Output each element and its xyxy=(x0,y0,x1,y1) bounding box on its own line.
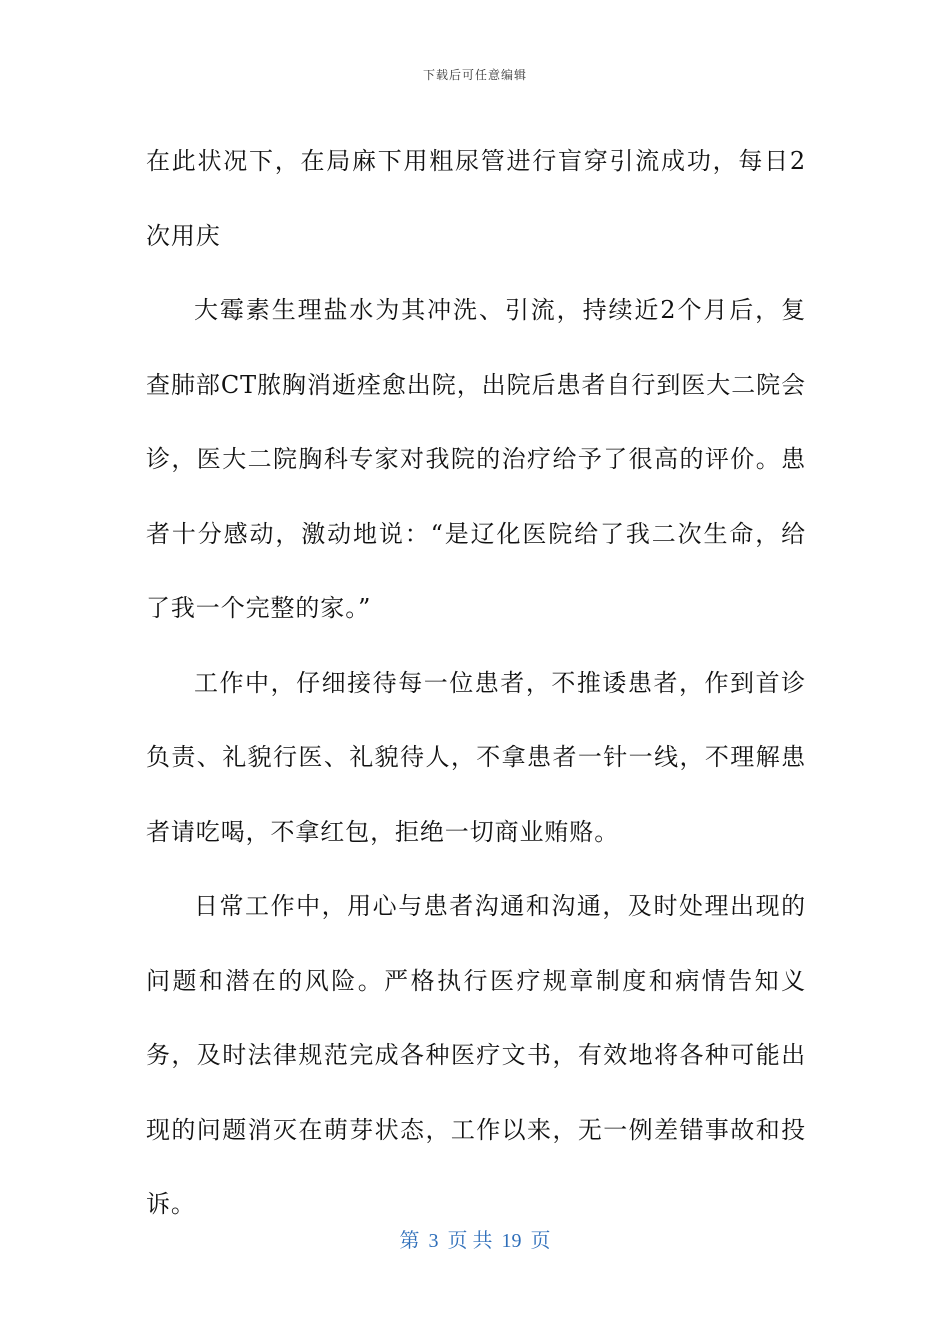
footer-current-page: 3 xyxy=(428,1230,439,1252)
footer-suffix: 页 xyxy=(530,1230,551,1252)
paragraph-4: 日常工作中，用心与患者沟通和沟通，及时处理出现的问题和潜在的风险。严格执行医疗规章制度和病情告知义务，及时法律规范完成各种医疗文书，有效地将各种可能出现的问题消灭在萌芽状态，工作以来，无一例差错事故和投诉。 xyxy=(146,892,806,1218)
footer-prefix: 第 xyxy=(399,1230,420,1252)
footer-total-pages: 19 xyxy=(501,1230,522,1252)
paragraph-1: 在此状况下，在局麻下用粗尿管进行盲穿引流成功，每日2次用庆 xyxy=(146,147,806,250)
page-header: 下载后可任意编辑 xyxy=(422,68,527,82)
document-body xyxy=(146,124,806,1242)
paragraph-3: 工作中，仔细接待每一位患者，不推诿患者，作到首诊负责、礼貌行医、礼貌待人，不拿患者一针一线，不理解患者请吃喝，不拿红包，拒绝一切商业贿赂。 xyxy=(146,668,806,846)
page-footer xyxy=(0,1224,950,1253)
footer-mid: 页 共 xyxy=(447,1230,493,1252)
paragraph-2: 大霉素生理盐水为其冲洗、引流，持续近2个月后，复查肺部CT脓胸消逝痊愈出院，出院后患者自行到医大二院会诊，医大二院胸科专家对我院的治疗给予了很高的评价。患者十分感动，激动地说：“是辽化医院给了我二次生命，给了我一个完整的家。” xyxy=(146,296,806,622)
